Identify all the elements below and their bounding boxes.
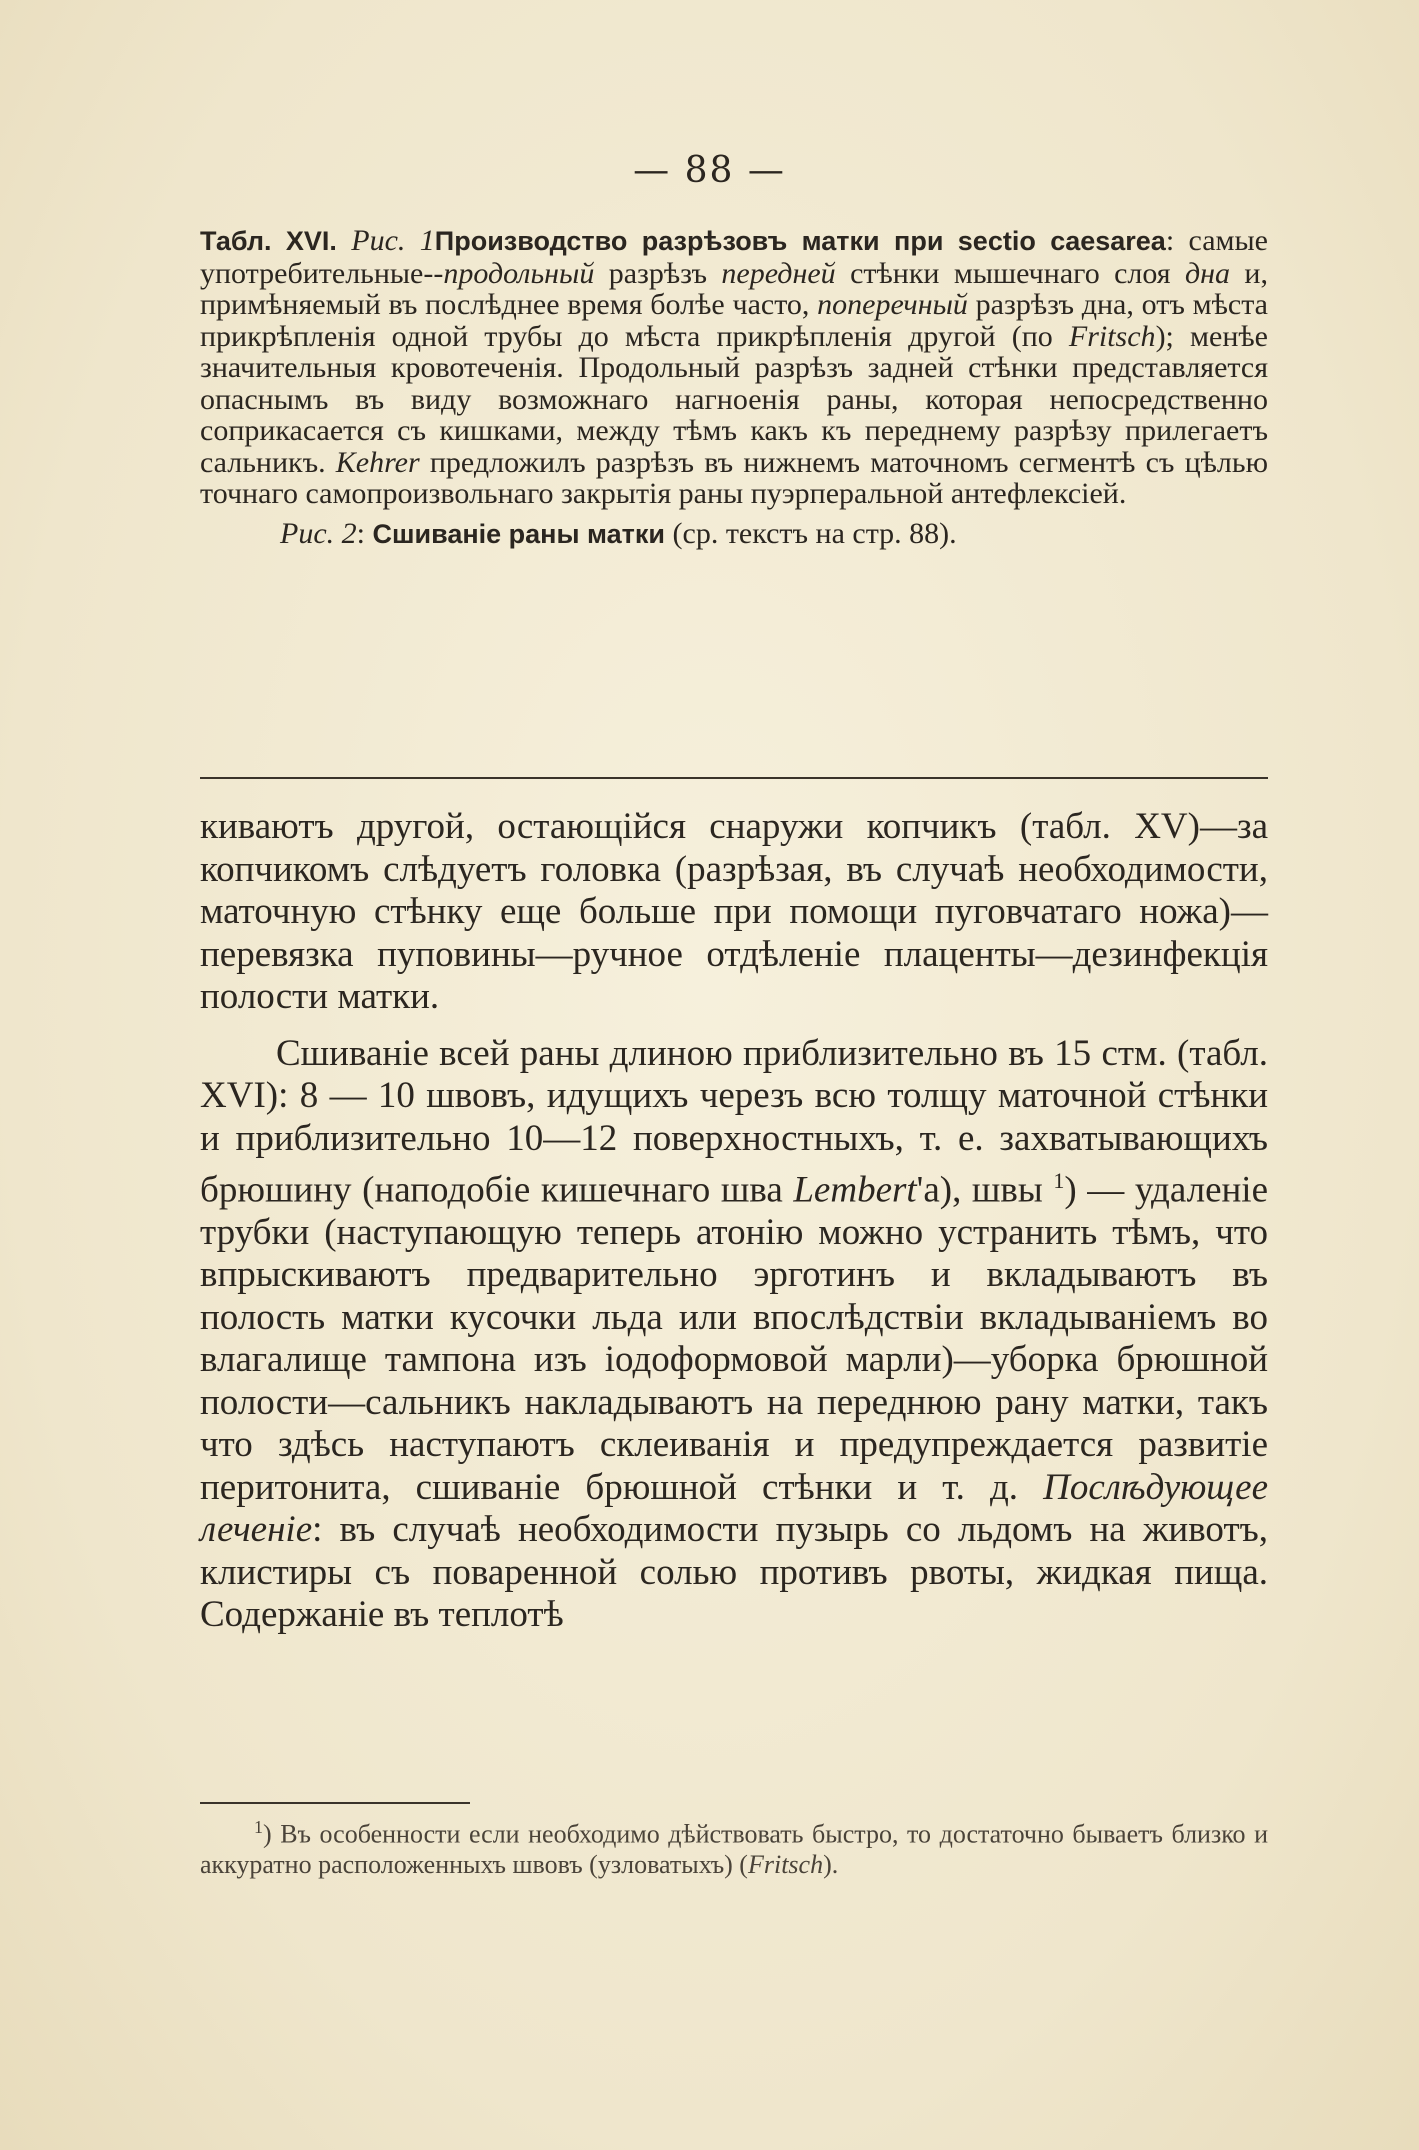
author-name: Lembert — [793, 1169, 917, 1211]
author-name: Fritsch — [747, 1849, 824, 1879]
paragraph-1: киваютъ другой, остающійся снаружи копчикъ (табл. XV)—за копчикомъ слѣдуетъ головка (разрѣзая, въ случаѣ необходимости, маточную стѣнку еще больше при помощи пуговчатаго ножа)—перевязка пуповины—ручное отдѣленіе плаценты—дезинфекція полости матки. — [200, 806, 1268, 1017]
figure-caption — [200, 225, 1268, 550]
body-text-span: : въ случаѣ необходимости пузырь со льдомъ на животъ, клистиры съ поваренной солью противъ рвоты, жидкая пища. Содержаніе въ теплотѣ — [200, 1509, 1268, 1636]
fig2-heading: Сшиваніе раны матки — [372, 518, 666, 549]
section-emphasis: Послѣдующее леченіе — [200, 1466, 1268, 1551]
caption-fig1 — [200, 225, 1268, 510]
main-text — [200, 806, 1268, 1637]
caption-emphasis: поперечный — [817, 288, 968, 321]
footnote — [200, 1812, 1268, 1880]
caption-text: разрѣзъ — [594, 256, 722, 290]
fig2-label: Рис. 2 — [280, 516, 357, 550]
caption-text: : — [356, 516, 373, 550]
fig1-label: Рис. 1 — [351, 224, 435, 257]
footnote-body: ). — [823, 1849, 839, 1879]
caption-text: ); менѣе значительныя кровотеченія. Продольный разрѣзъ задней стѣнки представляется опаснымъ въ виду возможнаго нагноенія раны, которая непосредственно соприкасается съ кишками, между тѣмъ какъ къ переднему разрѣзу прилегаетъ сальникъ. — [200, 319, 1268, 479]
caption-text: : самые употребительные-- — [200, 224, 1268, 290]
table-label: Табл. XVI. — [200, 226, 337, 256]
caption-emphasis: передней — [721, 256, 836, 290]
body-text-span: 'а), швы — [916, 1169, 1054, 1211]
caption-divider — [200, 777, 1268, 779]
footnote-text — [200, 1812, 1268, 1880]
caption-text: (ср. текстъ на стр. 88). — [665, 516, 957, 550]
caption-emphasis: продольный — [443, 256, 595, 290]
caption-text: разрѣзъ дна, отъ мѣста прикрѣпленія одной трубы до мѣста прикрѣпленія другой (по — [200, 288, 1268, 353]
paragraph-2 — [200, 1033, 1268, 1637]
caption-text: и, примѣняемый въ послѣднее время болѣе часто, — [200, 256, 1268, 321]
caption-emphasis: дна — [1184, 256, 1231, 290]
footnote-divider — [200, 1802, 470, 1804]
page-number: — 88 — — [633, 150, 786, 191]
caption-text: стѣнки мышечнаго слоя — [835, 256, 1185, 290]
author-name: Fritsch — [1068, 319, 1156, 353]
fig1-heading: Производство разрѣзовъ матки при sectio caesarea — [434, 226, 1166, 256]
caption-fig2 — [200, 518, 1268, 551]
author-name: Kehrer — [335, 445, 420, 479]
caption-text: предложилъ разрѣзъ въ нижнемъ маточномъ сегментѣ съ цѣлью точнаго самопроизвольнаго закрытія раны пуэрперальной антефлексіей. — [200, 445, 1268, 510]
body-text-span: Сшиваніе всей раны длиною приблизительно въ 15 стм. (табл. XVI): 8 — 10 швовъ, идущихъ черезъ всю толщу маточной стѣнки и приблизительно 10—12 поверхностныхъ, т. е. захватывающихъ брюшину (наподобіе кишечнаго шва — [200, 1032, 1268, 1211]
body-text-span: ) — удаленіе трубки (наступающую теперь атонію можно устранить тѣмъ, что впрыскиваютъ предварительно эрготинъ и вкладываютъ въ полость матки кусочки льда или впослѣдствіи вкладываніемъ во влагалище тампона изъ іодоформовой марли)—уборка брюшной полости—сальникъ накладываютъ на переднюю рану матки, такъ что здѣсь наступаютъ склеиванія и предупреждается развитіе перитонита, сшиваніе брюшной стѣнки и т. д. — [200, 1169, 1269, 1508]
footnote-body: ) Въ особенности если необходимо дѣйствовать быстро, то достаточно бываетъ близко и аккуратно расположенныхъ швовъ (узловатыхъ) ( — [200, 1819, 1268, 1879]
footnote-ref: 1 — [1053, 1168, 1065, 1193]
footnote-mark: 1 — [254, 1817, 263, 1837]
